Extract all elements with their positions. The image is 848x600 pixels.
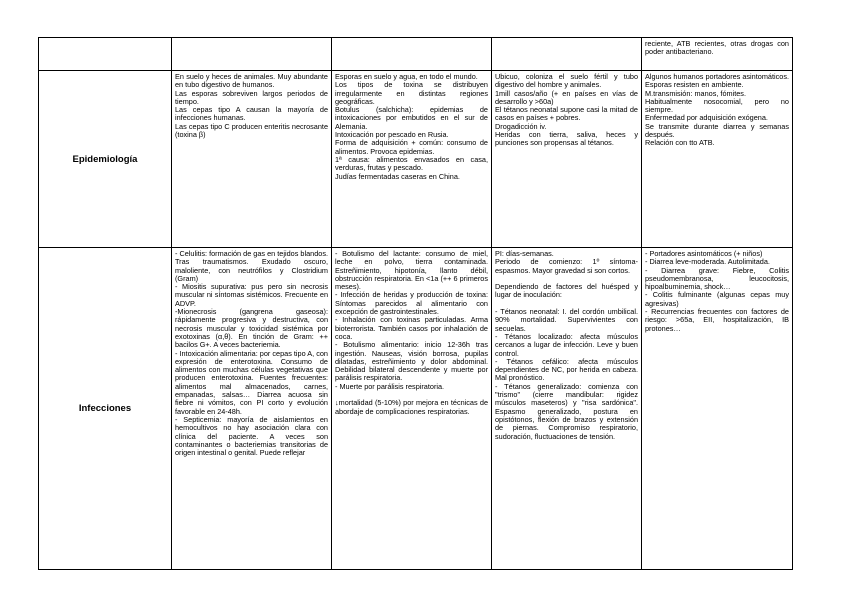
- top-cell-2: [332, 38, 492, 71]
- cell-line: Los tipos de toxina se distribuyen irregularmente en distintas regiones geográficas.: [335, 80, 488, 106]
- cell-line: Esporas en suelo y agua, en todo el mundo.: [335, 72, 478, 81]
- clostridium-table: [38, 37, 793, 570]
- cell-line: Relación con tto ATB.: [645, 138, 715, 148]
- cell-line: Heridas con tierra, saliva, heces y punciones son propensas al tétanos.: [495, 130, 638, 148]
- cell-line: El tétanos neonatal supone casi la mitad de casos en países + pobres.: [495, 105, 638, 123]
- cell-line: - Septicemia: mayoría de aislamientos en hemocultivos no hay asociación clara con clínica del paciente. A veces son contaminantes o bacteriemias transitorias de origen intestinal o genital. Puede reflejar: [175, 414, 328, 458]
- row-header-epidemiologia: Epidemiología: [39, 71, 172, 248]
- cell-line: Botulus (salchicha): epidemias de intoxicaciones por embutidos en el sur de Alemania.: [335, 105, 488, 131]
- cell-line: Forma de adquisición + común: consumo de alimentos. Provoca epidemias.: [335, 138, 488, 156]
- cell-line: - Recurrencias frecuentes con factores de riesgo: >65a, EII, hospitalización, IB protones…: [645, 307, 789, 333]
- cell-line: - Botulismo alimentario: inicio 12-36h tras ingestión. Nauseas, visión borrosa, pupilas dilatadas, estreñimiento y dolor abdominal. Debilidad bilateral descendente y muerte por parálisis respiratoria.: [335, 340, 488, 383]
- cell-line: - Colitis fulminante (algunas cepas muy agresivas): [645, 290, 789, 308]
- cell-line: - Tétanos cefálico: afecta músculos dependientes de NC, por herida en cabeza. Mal pronóstico.: [495, 356, 638, 383]
- epidemiologia-cell-perfringens: [172, 71, 332, 248]
- cell-line: Drogadicción iv.: [495, 121, 547, 131]
- top-cell-4: reciente, ATB recientes, otras drogas con poder antibacteriano.: [642, 38, 793, 71]
- cell-line: 1ª causa: alimentos envasados en casa, verduras, frutas y pescado.: [335, 154, 488, 173]
- cell-line: - Celulitis: formación de gas en tejidos blandos. Tras traumatismos. Exudado oscuro, maloliente, con neutrófilos y Clostridium (Gram): [175, 249, 328, 283]
- cell-line: - Botulismo del lactante: consumo de miel, leche en polvo, tierra contaminada. Estreñimiento, hipotonía, llanto débil, obstrucción respiratoria. En <1a (++ 6 primeros meses).: [335, 249, 488, 292]
- cell-line: Judías fermentadas caseras en China.: [335, 171, 460, 181]
- cell-line: Las cepas tipo A causan la mayoría de infecciones humanas.: [175, 105, 328, 123]
- epidemiologia-cell-difficile: [642, 71, 793, 248]
- top-cell-0: [39, 38, 172, 71]
- cell-line: - Miositis supurativa: pus pero sin necrosis muscular ni síntomas sistémicos. Frecuente en ADVP.: [175, 282, 328, 308]
- cell-line: Las cepas tipo C producen enteritis necrosante (toxina β): [175, 121, 328, 140]
- cell-line: PI: días-semanas.: [495, 249, 554, 258]
- epidemiologia-cell-tetani: [492, 71, 642, 248]
- table-row-continuation: [39, 38, 793, 71]
- cell-line: Las esporas sobreviven largos periodos de tiempo.: [175, 88, 328, 106]
- cell-line: - Inhalación con toxinas particuladas. Arma bioterrorista. También casos por inhalación de coca.: [335, 315, 488, 341]
- infecciones-cell-perfringens: [172, 248, 332, 570]
- cell-line: Ubicuo, coloniza el suelo fértil y tubo digestivo del hombre y animales.: [495, 72, 638, 90]
- cell-line: Dependiendo de factores del huésped y lugar de inoculación:: [495, 282, 638, 300]
- cell-line: Periodo de comienzo: 1º síntoma-espasmos. Mayor gravedad si son cortos.: [495, 257, 638, 275]
- table-row-infecciones: [39, 248, 793, 570]
- cell-line: En suelo y heces de animales. Muy abundante en tubo digestivo de humanos.: [175, 72, 328, 90]
- row-header-infecciones: Infecciones: [39, 248, 172, 570]
- cell-line: - Muerte por parálisis respiratoria.: [335, 381, 445, 391]
- epidemiologia-cell-botulinum: [332, 71, 492, 248]
- cell-line: 1mill casos/año (+ en países en vías de desarrollo y >60a): [495, 88, 638, 106]
- cell-line: - Diarrea leve-moderada. Autolimitada.: [645, 257, 770, 267]
- cell-line: - Tétanos generalizado: comienza con "trismo" (cierre mandibular: rigidez músculos maseteros) y "risa sardónica". Espasmo generalizado, postura en opistótonos, flexión de brazos y extensión de piernas. Compromiso respiratorio, sudoración, fluctuaciones de tensión.: [495, 381, 638, 441]
- cell-line: - Intoxicación alimentaria: por cepas tipo A, con expresión de enterotoxina. Consumo de alimentos con muchas células vegetativas que producen enterotoxina. Fuentes frecuentes: alimentos mal almacenados, carnes, empanadas, salsas… Diarrea acuosa sin fiebre ni vómitos, con PI corto y evolución favorable en 24-48h.: [175, 348, 328, 416]
- infecciones-cell-difficile: [642, 248, 793, 570]
- cell-line: ↓mortalidad (5-10%) por mejora en técnicas de abordaje de complicaciones respiratorias.: [335, 398, 488, 416]
- cell-line: Intoxicación por pescado en Rusia.: [335, 130, 449, 140]
- cell-line: Habitualmente nosocomial, pero no siempre.: [645, 96, 789, 115]
- cell-line: Enfermedad por adquisición exógena.: [645, 113, 768, 123]
- cell-line: - Tétanos localizado: afecta músculos cercanos a lugar de infección. Leve y buen control.: [495, 331, 638, 358]
- cell-line: Esporas resisten en ambiente.: [645, 80, 744, 90]
- cell-line: M.transmisión: manos, fómites.: [645, 88, 746, 98]
- cell-line: - Diarrea grave: Fiebre, Colitis pseudomembranosa, leucocitosis, hipoalbuminemia, shock…: [645, 265, 789, 292]
- cell-line: - Infección de heridas y producción de toxina: Síntomas parecidos al alimentario con excepción de gastrointestinales.: [335, 290, 488, 317]
- cell-line: -Mionecrosis (gangrena gaseosa): rápidamente progresiva y destructiva, con necrosis muscular y toxicidad sistémica por exotoxinas (α,θ). En tinción de Gram: ++ bacilos G+. A veces bacteriemia.: [175, 307, 328, 350]
- cell-line: Se transmite durante diarrea y semanas después.: [645, 121, 789, 140]
- cell-line: Algunos humanos portadores asintomáticos.: [645, 72, 789, 81]
- infecciones-cell-tetani: [492, 248, 642, 570]
- top-cell-1: [172, 38, 332, 71]
- cell-line: - Portadores asintomáticos (+ niños): [645, 249, 763, 258]
- top-cell-3: [492, 38, 642, 71]
- infecciones-cell-botulinum: [332, 248, 492, 570]
- cell-line: - Tétanos neonatal: I. del cordón umbilical. 90% mortalidad. Supervivientes con secuelas.: [495, 307, 638, 333]
- table-row-epidemiologia: [39, 71, 793, 248]
